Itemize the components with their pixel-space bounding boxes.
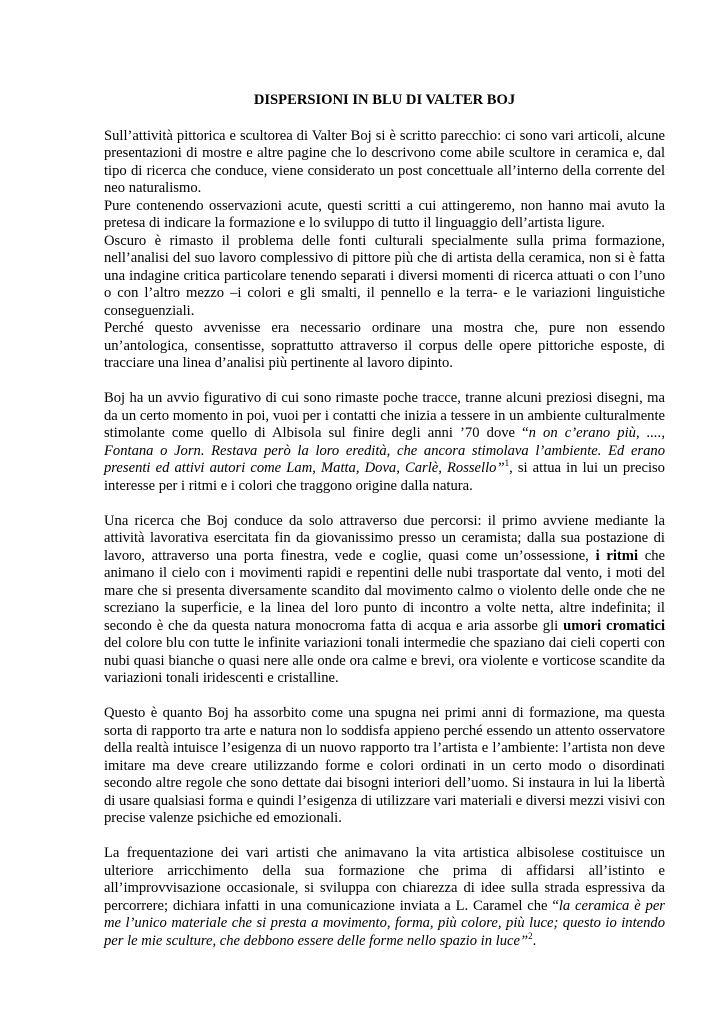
paragraph-ricerca xyxy=(104,513,665,688)
ricerca-text-c: del colore blu con tutte le infinite variazioni tonali intermedie che spaziano dai cieli coperti con nubi quasi bianche o quasi nere alle onde ora calme e brevi, ora violente e vorticose scandite da variazioni tonali iridescenti e cristalline. xyxy=(104,635,665,686)
footnote-ref-1[interactable]: 1 xyxy=(504,458,510,469)
ricerca-text-b: che animano il cielo con i movimenti rapidi e repentini delle nubi trasportate dal vento, i moti del mare che si presenta diversamente scandito dal movimento calmo o violento delle onde che ne screziano la superficie, e la linea del loro punto di incontro a volte netta, altre indefinita; il secondo è che da questa natura monocroma fatta di acqua e aria assorbe gli xyxy=(104,547,665,634)
ricerca-bold-ritmi: i ritmi xyxy=(595,547,638,564)
paragraph-gap xyxy=(104,373,665,391)
document-title: DISPERSIONI IN BLU DI VALTER BOJ xyxy=(253,92,516,108)
paragraph-gap xyxy=(104,495,665,513)
frequentazione-text-a: La frequentazione dei vari artisti che animavano la vita artistica albisolese costituisce un ulteriore arricchimento della sua formazione che prima di affidarsi all’istinto e all’improvvisazione occasionale, si sviluppa con chiarezza di idee sulla strada espressiva da percorrere; dichiara infatti in una comunicazione inviata a L. Caramel che “ xyxy=(104,845,665,914)
paragraph-perche: Perché questo avvenisse era necessario ordinare una mostra che, pure non essendo un’antologica, consentisse, soprattutto attraverso il corpus delle opere pittoriche esposte, di tracciare una linea d’analisi più pertinente al lavoro dipinto. xyxy=(104,320,665,371)
paragraph-gap xyxy=(104,688,665,706)
document-page xyxy=(104,92,665,950)
paragraph-spugna: Questo è quanto Boj ha assorbito come una spugna nei primi anni di formazione, ma questa sorta di rapporto tra arte e natura non lo soddisfa appieno perché essendo un attento osservatore della realtà intuisce l’esigenza di un nuovo rapporto tra l’artista e l’ambiente: l’artista non deve imitare ma deve creare utilizzando forme e colori ordinati in un certo modo o disordinati secondo altre regole che sono dettate dai bisogni interiori dell’uomo. Si instaura in lui la libertà di usare qualsiasi forma e quindi l’esigenza di utilizzare vari materiali e diversi mezzi visivi con precise valenze psichiche ed emozionali. xyxy=(104,705,665,826)
paragraph-pure: Pure contenendo osservazioni acute, questi scritti a cui attingeremo, non hanno mai avuto la pretesa di indicare la formazione e lo sviluppo di tutto il linguaggio dell’artista ligure. xyxy=(104,197,665,231)
paragraph-intro: Sull’attività pittorica e scultorea di Valter Boj si è scritto parecchio: ci sono vari articoli, alcune presentazioni di mostre e altre pagine che lo descrivono come abile scultore in ceramica e, dal tipo di ricerca che conduce, viene considerato un post concettuale all’interno della corrente del neo naturalismo. xyxy=(104,127,665,196)
paragraph-avvio xyxy=(104,390,665,495)
footnote-ref-2[interactable]: 2 xyxy=(528,930,533,941)
avvio-text-b: , si attua in lui un preciso interesse per i ritmi e i colori che traggono origine dalla natura. xyxy=(104,460,665,494)
paragraph-gap xyxy=(104,828,665,846)
frequentazione-text-b: . xyxy=(532,932,537,949)
avvio-quote: n on c’erano più, ...., Fontana o Jorn. Restava però la loro eredità, che ancora stimolava l’ambiente. Ed erano presenti ed attivi autori come Lam, Matta, Dova, Carlè, Rossello” xyxy=(104,425,665,476)
avvio-text-a: Boj ha un avvio figurativo di cui sono rimaste poche tracce, tranne alcuni preziosi disegni, ma da un certo momento in poi, vuoi per i contatti che inizia a tessere in un ambiente culturalmente stimolante come quello di Albisola sul finire degli anni ’70 dove “ xyxy=(104,390,665,441)
paragraph-frequentazione xyxy=(104,845,665,950)
paragraph-oscuro: Oscuro è rimasto il problema delle fonti culturali specialmente sulla prima formazione, nell’analisi del suo lavoro complessivo di pittore più che di artista della ceramica, non si è fatta una indagine critica particolare tenendo separati i diversi momenti di ricerca attuati o con l’uno o con l’altro mezzo –i colori e gli smalti, il pennello e la terra- e le variazioni linguistiche conseguenziali. xyxy=(104,232,665,319)
ricerca-bold-umori: umori cromatici xyxy=(563,617,665,634)
frequentazione-quote: la ceramica è per me l’unico materiale che si presta a movimento, forma, più colore, più luce; questo io intendo per le mie sculture, che debbono essere delle forme nello spazio in luce” xyxy=(104,897,665,949)
ricerca-text-a: Una ricerca che Boj conduce da solo attraverso due percorsi: il primo avviene mediante la attività lavorativa esercitata fin da giovanissimo presso un ceramista; dalla sua postazione di lavoro, attraverso una porta finestra, vede e coglie, quasi come un’ossessione, xyxy=(104,512,665,564)
